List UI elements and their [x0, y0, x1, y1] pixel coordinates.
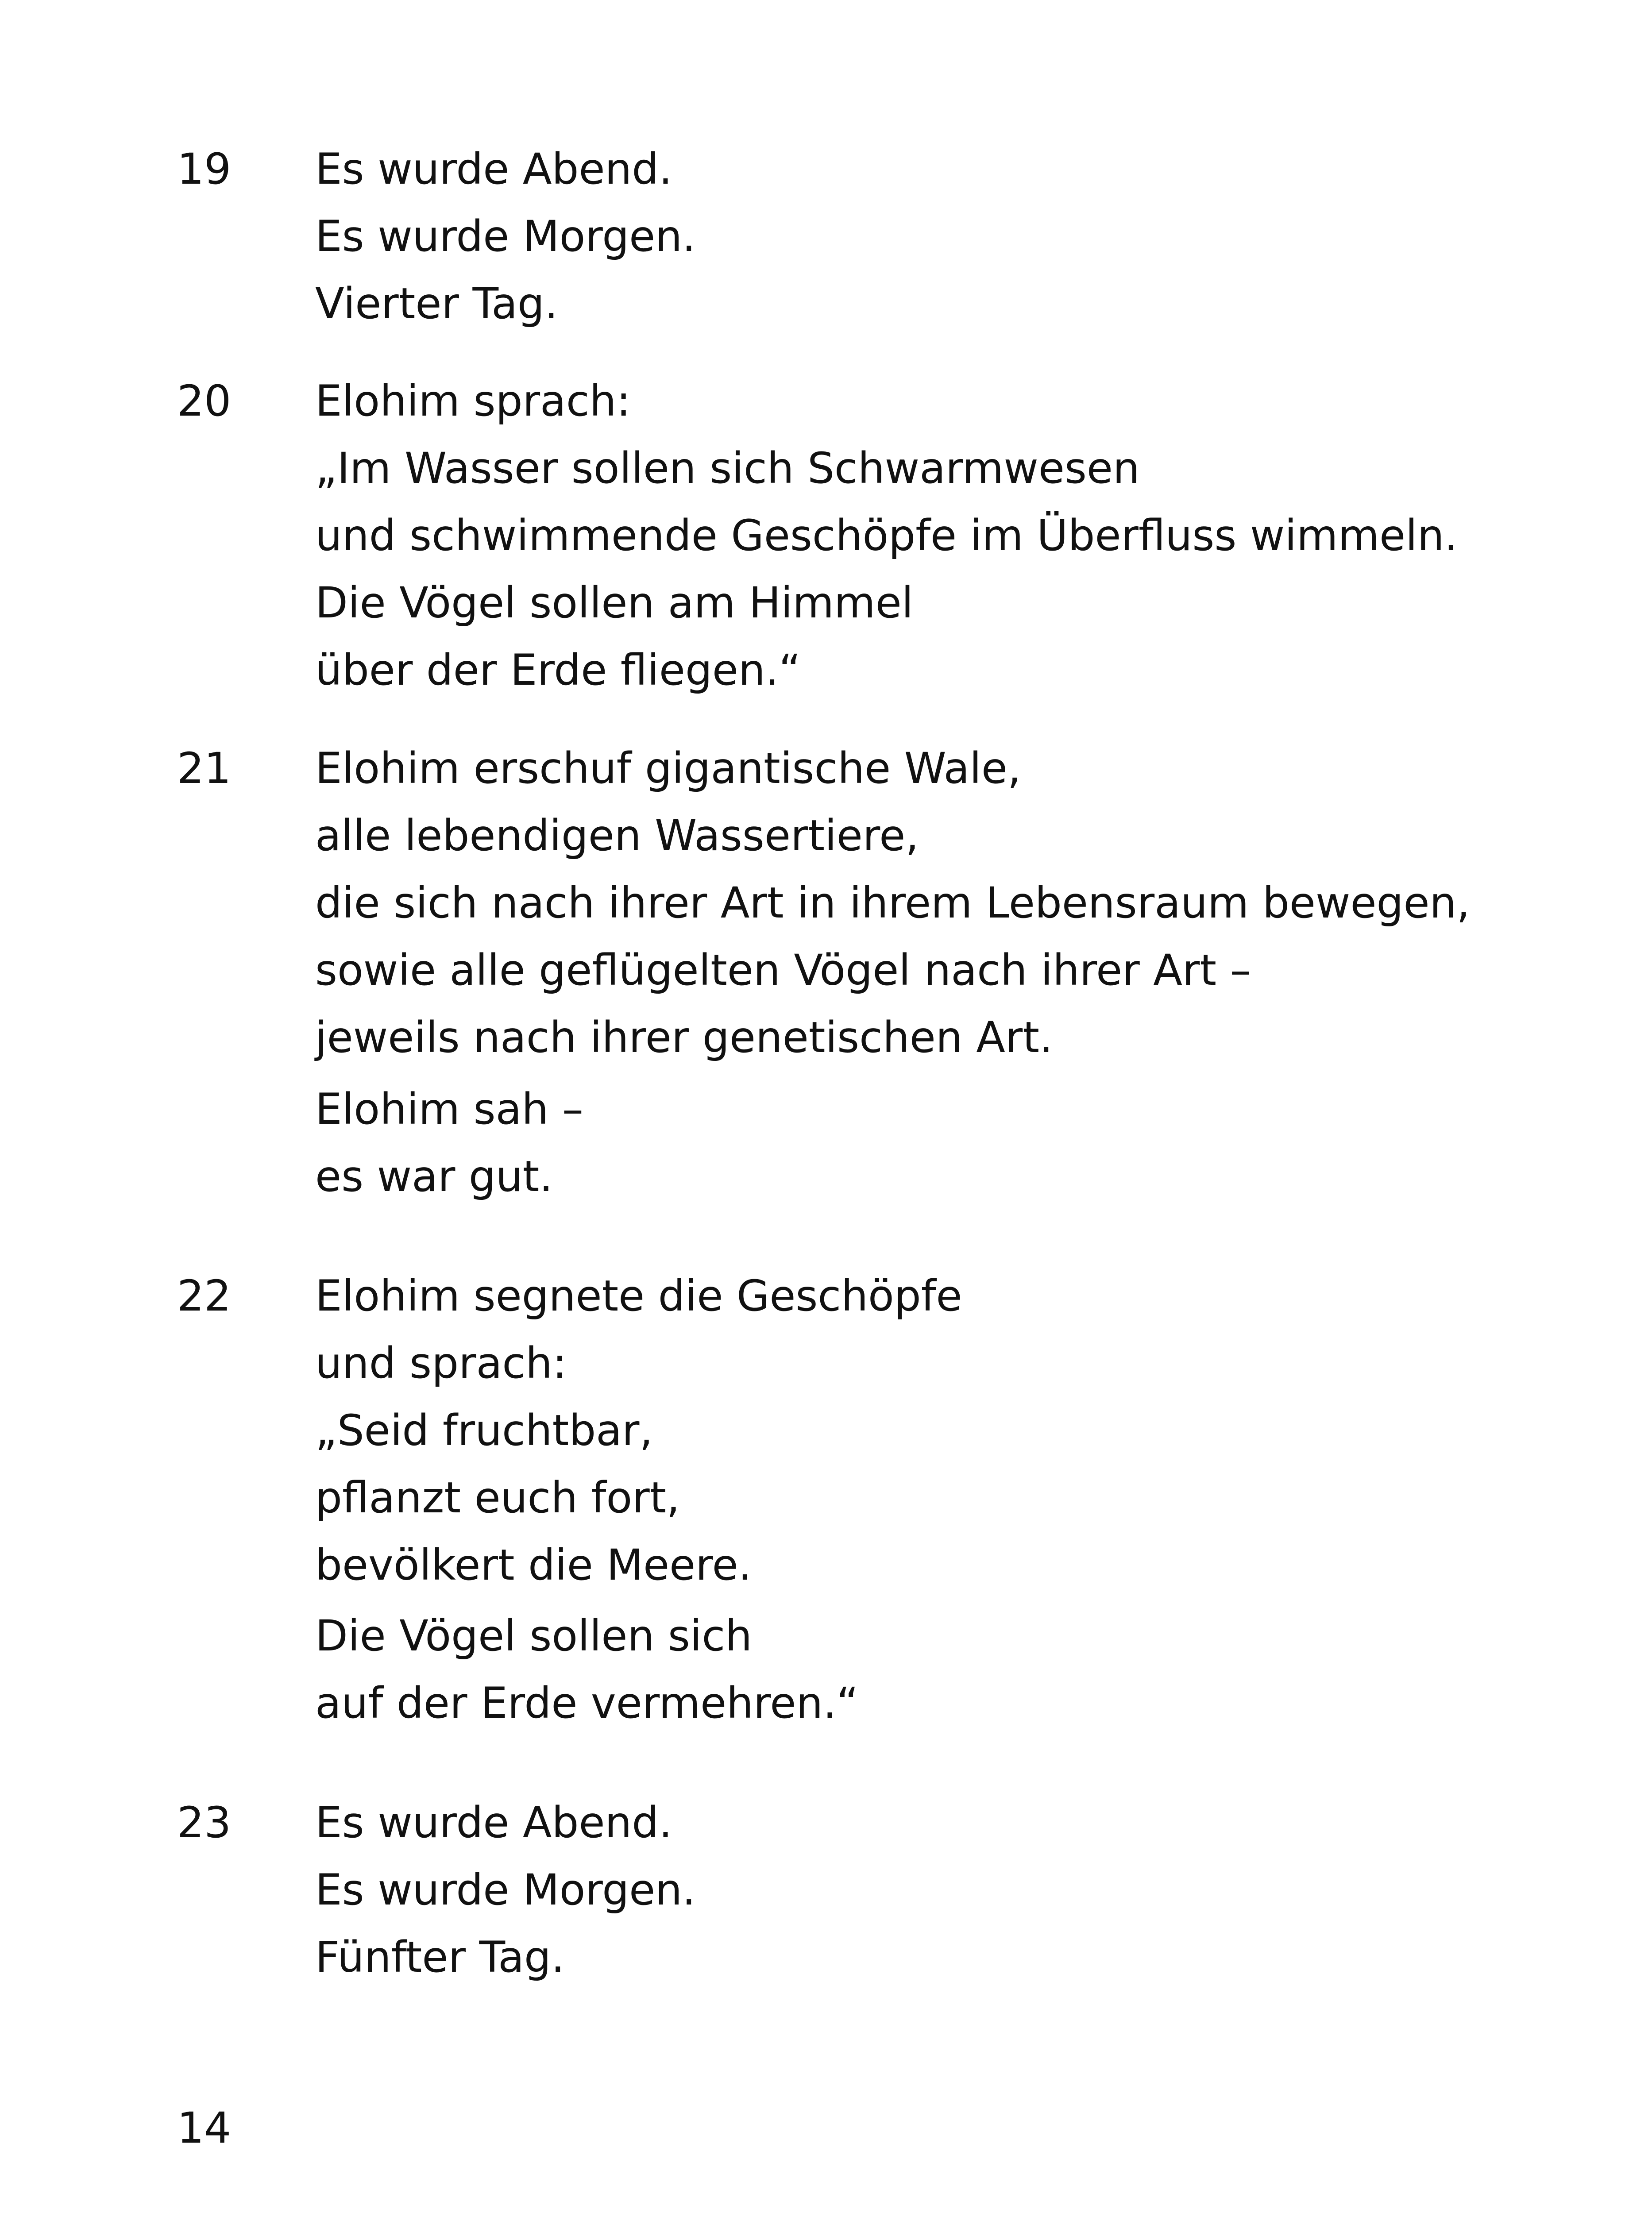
- verse-number: 19: [177, 144, 232, 194]
- verse-line: Elohim erschuf gigantische Wale,: [315, 744, 1021, 793]
- verse-line: auf der Erde vermehren.“: [315, 1678, 859, 1728]
- verse-text: [315, 135, 696, 337]
- verse-line: Elohim sah –: [315, 1084, 583, 1134]
- verse-line: Fünfter Tag.: [315, 1932, 565, 1982]
- verse-line: Es wurde Abend.: [315, 1798, 672, 1847]
- verse-line: pflanzt euch fort,: [315, 1473, 680, 1523]
- verse-text: [315, 1262, 962, 1599]
- verse-line: die sich nach ihrer Art in ihrem Lebensraum bewegen,: [315, 878, 1470, 928]
- verse-line: sowie alle geflügelten Vögel nach ihrer Art –: [315, 945, 1251, 995]
- verse-line: Die Vögel sollen sich: [315, 1611, 753, 1661]
- verse-line: es war gut.: [315, 1152, 553, 1201]
- verse-number: 23: [177, 1798, 232, 1847]
- verse-text: [315, 1076, 583, 1210]
- verse-line: und schwimmende Geschöpfe im Überfluss wimmeln.: [315, 511, 1458, 560]
- verse-text: [315, 1789, 696, 1991]
- verse-line: Elohim segnete die Geschöpfe: [315, 1271, 962, 1321]
- verse-line: „Im Wasser sollen sich Schwarmwesen: [315, 443, 1140, 493]
- page-number: 14: [177, 2103, 232, 2153]
- verse-line: Es wurde Morgen.: [315, 212, 696, 261]
- verse-line: Es wurde Abend.: [315, 144, 672, 194]
- verse-number: 20: [177, 376, 232, 426]
- verse-text: [315, 735, 1470, 1071]
- verse-line: Die Vögel sollen am Himmel: [315, 578, 914, 628]
- verse-line: Es wurde Morgen.: [315, 1865, 696, 1915]
- verse-line: Elohim sprach:: [315, 376, 631, 426]
- verse-line: und sprach:: [315, 1338, 567, 1388]
- verse-number: 22: [177, 1271, 232, 1321]
- verse-line: alle lebendigen Wassertiere,: [315, 811, 919, 860]
- verse-line: Vierter Tag.: [315, 279, 558, 328]
- verse-number: 21: [177, 744, 232, 793]
- verse-text: [315, 1602, 859, 1737]
- verse-line: bevölkert die Meere.: [315, 1540, 752, 1590]
- verse-line: jeweils nach ihrer genetischen Art.: [315, 1013, 1053, 1062]
- verse-text: [315, 367, 1458, 704]
- verse-line: über der Erde fliegen.“: [315, 645, 801, 695]
- verse-line: „Seid fruchtbar,: [315, 1406, 653, 1455]
